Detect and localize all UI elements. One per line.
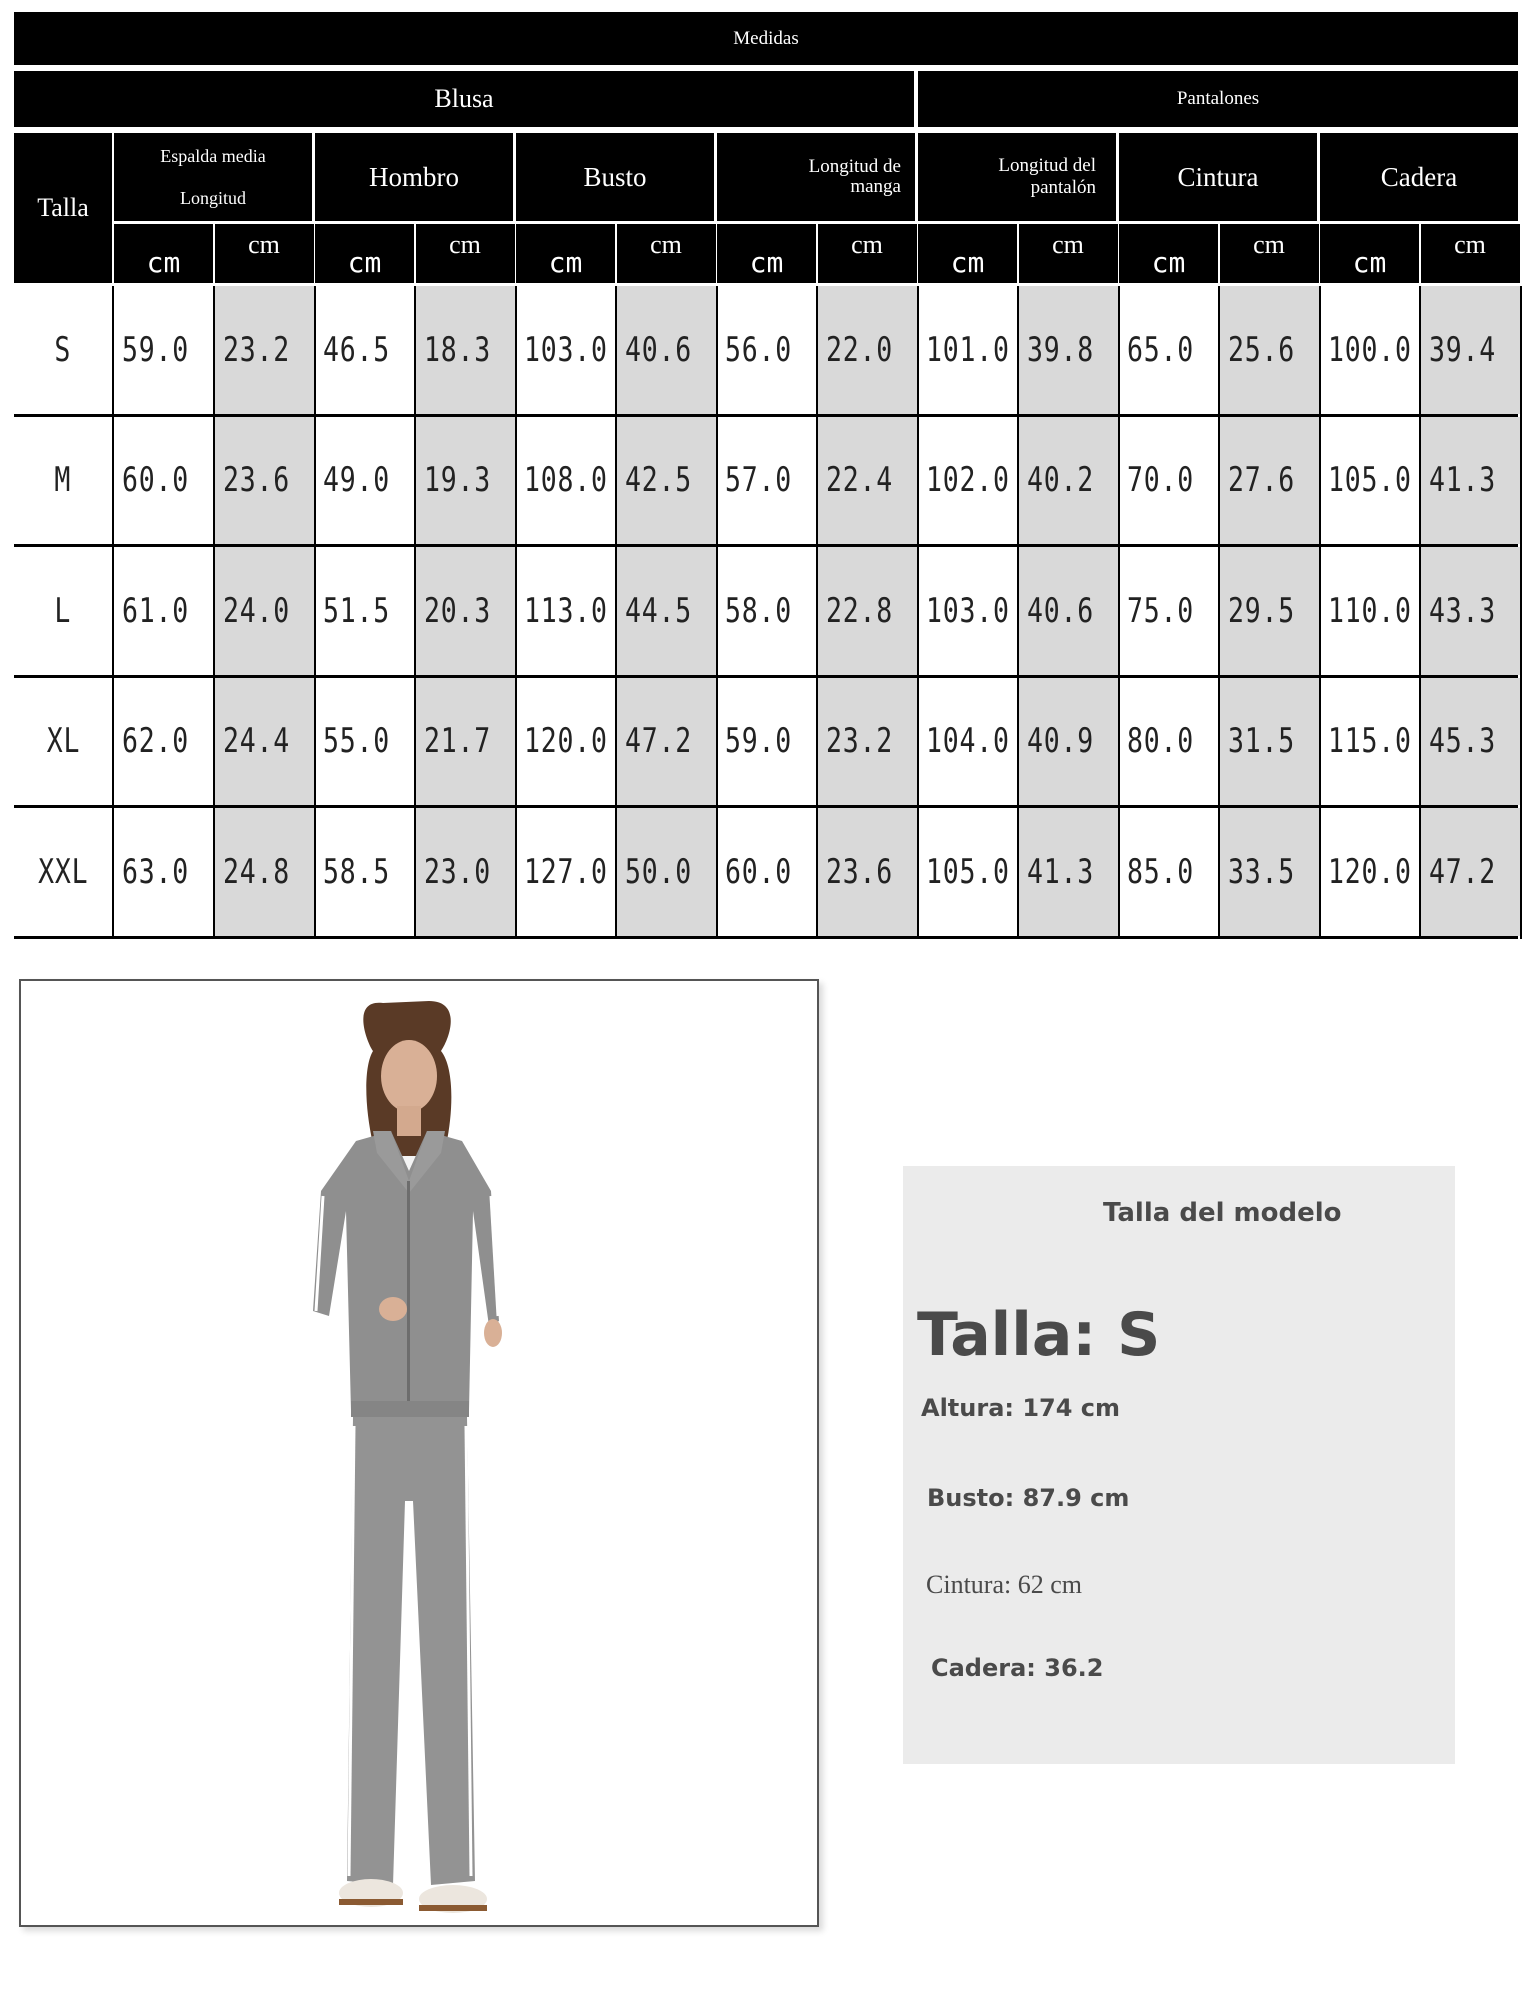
table-cell <box>516 808 615 936</box>
table-cell-value: 57.0 <box>725 460 792 501</box>
table-cell-value: 47.2 <box>624 721 692 762</box>
table-cell-value: 85.0 <box>1127 851 1194 892</box>
column-header-manga-text: Longitud de manga <box>808 156 901 197</box>
table-cell <box>114 678 213 806</box>
table-cell <box>1220 808 1319 936</box>
table-cell-value: 45.3 <box>1428 721 1496 762</box>
column-divider <box>1319 286 1321 939</box>
unit-header-cell <box>1320 224 1419 283</box>
table-cell <box>315 547 414 675</box>
table-cell-value: 63.0 <box>122 851 189 892</box>
table-title-text: Medidas <box>733 27 799 49</box>
table-cell <box>215 678 314 806</box>
unit-header-text: cm <box>650 230 682 259</box>
unit-header-cell <box>617 224 716 283</box>
size-column-header <box>14 133 112 283</box>
column-header-pantalon <box>918 133 1116 221</box>
table-cell <box>918 808 1017 936</box>
unit-header-text: cm <box>548 246 583 279</box>
table-cell <box>918 547 1017 675</box>
table-cell-value: 49.0 <box>323 460 390 501</box>
model-photo <box>19 979 819 1927</box>
column-divider <box>515 286 517 939</box>
model-bust: Busto: 87.9 cm <box>927 1484 1130 1512</box>
table-cell-value: 56.0 <box>725 329 792 370</box>
table-cell <box>215 808 314 936</box>
unit-header-cell <box>114 224 213 283</box>
unit-header-text: cm <box>146 246 181 279</box>
table-cell-value: 23.0 <box>423 851 491 892</box>
table-cell-value: 50.0 <box>624 851 692 892</box>
unit-header-text: cm <box>248 230 280 259</box>
table-cell <box>717 547 816 675</box>
table-cell-value: 47.2 <box>1428 851 1496 892</box>
size-column-header-text: Talla <box>37 193 89 222</box>
column-divider <box>1520 286 1522 939</box>
table-cell-value: 27.6 <box>1227 460 1295 501</box>
table-cell <box>1220 417 1319 545</box>
table-cell <box>1421 547 1520 675</box>
size-chart-table <box>14 12 1518 940</box>
unit-header-text: cm <box>749 246 784 279</box>
table-cell-value: 24.0 <box>222 590 290 631</box>
table-cell <box>1119 286 1218 414</box>
unit-header-cell <box>315 224 414 283</box>
table-cell <box>1320 808 1419 936</box>
column-divider <box>917 286 919 939</box>
unit-header-cell <box>1019 224 1118 283</box>
table-cell <box>114 417 213 545</box>
column-header-espalda-line1: Espalda media <box>160 146 266 166</box>
table-cell-value: 105.0 <box>1328 460 1412 501</box>
table-cell-value: 51.5 <box>323 590 390 631</box>
table-cell-value: 110.0 <box>1328 590 1412 631</box>
table-cell-value: 59.0 <box>725 721 792 762</box>
table-cell <box>1320 417 1419 545</box>
table-cell <box>1019 547 1118 675</box>
unit-header-cell <box>717 224 816 283</box>
table-cell-value: 40.9 <box>1026 721 1094 762</box>
column-header-espalda <box>114 133 312 221</box>
table-cell-value: 43.3 <box>1428 590 1496 631</box>
table-cell-value: 22.8 <box>825 590 893 631</box>
table-cell <box>315 678 414 806</box>
table-cell-value: 101.0 <box>926 329 1010 370</box>
table-cell-value: 39.8 <box>1026 329 1094 370</box>
table-cell <box>617 547 716 675</box>
table-cell-value: 120.0 <box>1328 851 1412 892</box>
table-cell <box>315 417 414 545</box>
table-cell <box>818 286 917 414</box>
table-cell <box>1320 286 1419 414</box>
column-header-pantalon-text: Longitud del pantalón <box>998 155 1096 198</box>
table-cell-value: 39.4 <box>1428 329 1496 370</box>
table-cell <box>1320 678 1419 806</box>
table-cell <box>617 808 716 936</box>
table-cell <box>416 678 515 806</box>
table-cell-value: 58.5 <box>323 851 390 892</box>
unit-header-text: cm <box>1151 246 1186 279</box>
table-cell-value: 19.3 <box>423 460 491 501</box>
model-size: Talla: S <box>917 1300 1161 1370</box>
table-cell <box>617 417 716 545</box>
table-cell <box>1019 417 1118 545</box>
unit-header-text: cm <box>851 230 883 259</box>
table-cell <box>1019 286 1118 414</box>
table-cell-value: 59.0 <box>122 329 189 370</box>
table-cell-value: 61.0 <box>122 590 189 631</box>
unit-header-text: cm <box>1253 230 1285 259</box>
column-header-hombro-text: Hombro <box>369 161 459 192</box>
model-height: Altura: 174 cm <box>921 1394 1121 1422</box>
column-divider <box>1218 286 1220 939</box>
unit-header-cell <box>1421 224 1520 283</box>
unit-header-text: cm <box>1454 230 1486 259</box>
table-cell <box>717 417 816 545</box>
table-cell <box>717 808 816 936</box>
table-cell-value: 60.0 <box>122 460 189 501</box>
unit-header-cell <box>818 224 917 283</box>
table-cell <box>416 286 515 414</box>
table-cell-value: 75.0 <box>1127 590 1194 631</box>
table-cell-value: 103.0 <box>926 590 1010 631</box>
table-cell <box>416 417 515 545</box>
table-cell-value: 127.0 <box>524 851 608 892</box>
column-header-hombro <box>315 133 513 221</box>
table-cell <box>918 678 1017 806</box>
table-cell-value: 41.3 <box>1026 851 1094 892</box>
column-header-cintura-text: Cintura <box>1177 161 1259 192</box>
column-header-busto <box>516 133 714 221</box>
table-cell <box>215 286 314 414</box>
table-cell <box>1220 286 1319 414</box>
unit-header-cell <box>1119 224 1218 283</box>
size-cell <box>14 808 112 936</box>
unit-header-text: cm <box>449 230 481 259</box>
table-cell <box>1019 678 1118 806</box>
table-cell-value: 58.0 <box>725 590 792 631</box>
model-illustration <box>21 981 817 1925</box>
unit-header-cell <box>1220 224 1319 283</box>
column-header-manga <box>717 133 915 221</box>
unit-header-cell <box>516 224 615 283</box>
group-header-blusa <box>14 71 914 127</box>
table-cell <box>1119 678 1218 806</box>
table-cell-value: 24.4 <box>222 721 290 762</box>
table-cell-value: 40.2 <box>1026 460 1094 501</box>
group-header-pantalones-text: Pantalones <box>1176 88 1260 109</box>
table-cell <box>617 286 716 414</box>
table-cell-value: 21.7 <box>423 721 491 762</box>
table-cell <box>1421 286 1520 414</box>
table-cell-value: 29.5 <box>1227 590 1295 631</box>
size-cell <box>14 547 112 675</box>
table-cell-value: 22.4 <box>825 460 893 501</box>
table-cell <box>516 678 615 806</box>
table-cell <box>114 286 213 414</box>
unit-header-text: cm <box>347 246 382 279</box>
table-cell-value: 103.0 <box>524 329 608 370</box>
column-divider <box>314 286 316 939</box>
column-divider <box>1017 286 1019 939</box>
table-cell <box>717 286 816 414</box>
table-cell <box>516 547 615 675</box>
size-cell-text: XXL <box>37 851 89 892</box>
size-cell-text: M <box>54 460 72 501</box>
table-cell-value: 100.0 <box>1328 329 1412 370</box>
table-cell-value: 108.0 <box>524 460 608 501</box>
table-cell <box>516 417 615 545</box>
table-cell <box>416 547 515 675</box>
table-cell-value: 65.0 <box>1127 329 1194 370</box>
size-cell <box>14 678 112 806</box>
table-cell-value: 40.6 <box>1026 590 1094 631</box>
table-cell-value: 115.0 <box>1328 721 1412 762</box>
table-cell <box>215 547 314 675</box>
table-cell-value: 104.0 <box>926 721 1010 762</box>
table-cell <box>315 286 414 414</box>
table-cell <box>818 547 917 675</box>
size-cell-text: XL <box>46 721 80 762</box>
table-cell <box>918 417 1017 545</box>
table-cell <box>1421 808 1520 936</box>
unit-header-text: cm <box>1052 230 1084 259</box>
table-cell-value: 20.3 <box>423 590 491 631</box>
unit-header-cell <box>416 224 515 283</box>
size-cell-text: S <box>54 329 72 370</box>
column-header-cadera <box>1320 133 1518 221</box>
column-divider <box>112 286 114 939</box>
table-cell <box>114 808 213 936</box>
unit-header-text: cm <box>1352 246 1387 279</box>
size-cell <box>14 417 112 545</box>
table-cell-value: 113.0 <box>524 590 608 631</box>
table-cell <box>617 678 716 806</box>
size-cell <box>14 286 112 414</box>
table-cell-value: 70.0 <box>1127 460 1194 501</box>
table-cell-value: 25.6 <box>1227 329 1295 370</box>
table-cell <box>818 417 917 545</box>
table-cell <box>1421 417 1520 545</box>
table-cell <box>1220 547 1319 675</box>
table-cell-value: 62.0 <box>122 721 189 762</box>
table-cell <box>818 808 917 936</box>
column-header-espalda-line2: Longitud <box>180 188 246 208</box>
column-divider <box>816 286 818 939</box>
column-divider <box>615 286 617 939</box>
model-waist: Cintura: 62 cm <box>926 1570 1082 1599</box>
table-cell-value: 23.2 <box>222 329 290 370</box>
table-cell <box>1119 417 1218 545</box>
table-cell <box>1119 808 1218 936</box>
table-cell-value: 23.6 <box>825 851 893 892</box>
table-cell <box>215 417 314 545</box>
unit-header-text: cm <box>950 246 985 279</box>
model-card-heading: Talla del modelo <box>1103 1198 1342 1228</box>
column-divider <box>213 286 215 939</box>
column-divider <box>716 286 718 939</box>
table-cell <box>1019 808 1118 936</box>
model-size-card <box>903 1166 1455 1764</box>
group-header-pantalones <box>918 71 1518 127</box>
column-header-busto-text: Busto <box>583 161 647 192</box>
table-cell-value: 60.0 <box>725 851 792 892</box>
column-header-cadera-text: Cadera <box>1380 161 1458 192</box>
size-cell-text: L <box>54 590 72 631</box>
table-cell <box>315 808 414 936</box>
table-cell <box>1119 547 1218 675</box>
table-cell-value: 44.5 <box>624 590 692 631</box>
table-cell-value: 120.0 <box>524 721 608 762</box>
table-cell-value: 46.5 <box>323 329 390 370</box>
table-cell-value: 105.0 <box>926 851 1010 892</box>
table-cell <box>1421 678 1520 806</box>
table-cell <box>416 808 515 936</box>
model-hip: Cadera: 36.2 <box>931 1654 1104 1682</box>
unit-header-cell <box>918 224 1017 283</box>
table-cell <box>114 547 213 675</box>
table-cell-value: 102.0 <box>926 460 1010 501</box>
table-cell-value: 24.8 <box>222 851 290 892</box>
table-cell <box>717 678 816 806</box>
table-cell <box>1220 678 1319 806</box>
table-cell-value: 18.3 <box>423 329 491 370</box>
column-header-cintura <box>1119 133 1317 221</box>
table-cell <box>918 286 1017 414</box>
table-cell-value: 33.5 <box>1227 851 1295 892</box>
table-cell <box>1320 547 1419 675</box>
column-divider <box>414 286 416 939</box>
table-cell-value: 23.6 <box>222 460 290 501</box>
table-cell-value: 23.2 <box>825 721 893 762</box>
column-divider <box>1118 286 1120 939</box>
table-cell <box>818 678 917 806</box>
table-cell-value: 22.0 <box>825 329 893 370</box>
unit-header-cell <box>215 224 314 283</box>
table-cell <box>516 286 615 414</box>
table-cell-value: 31.5 <box>1227 721 1295 762</box>
group-header-blusa-text: Blusa <box>434 84 494 113</box>
column-divider <box>1419 286 1421 939</box>
table-cell-value: 41.3 <box>1428 460 1496 501</box>
row-divider <box>14 936 1518 939</box>
table-cell-value: 80.0 <box>1127 721 1194 762</box>
table-cell-value: 40.6 <box>624 329 692 370</box>
table-title <box>14 12 1518 65</box>
table-cell-value: 42.5 <box>624 460 692 501</box>
table-cell-value: 55.0 <box>323 721 390 762</box>
